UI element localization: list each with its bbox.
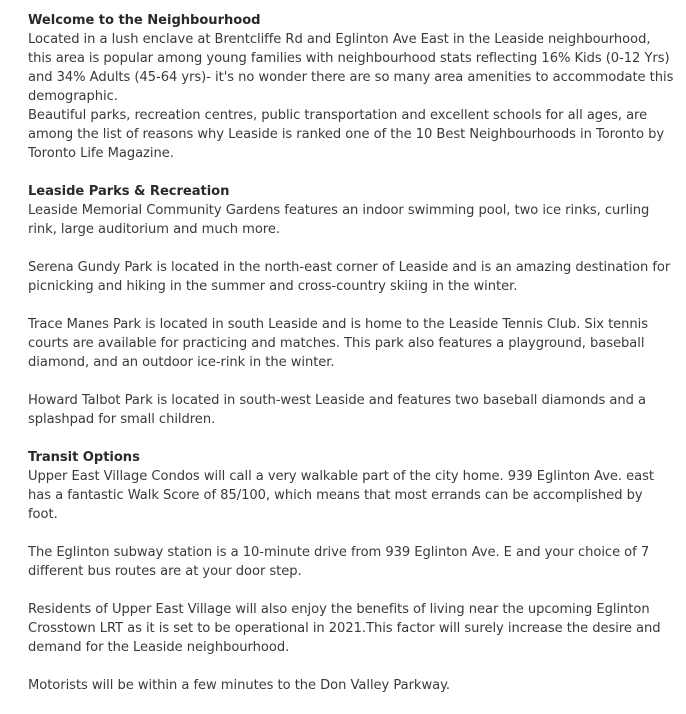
- parks-paragraph-community-gardens: Leaside Memorial Community Gardens features an indoor swimming pool, two ice rinks, curling rink, large auditorium and much more.: [28, 203, 650, 237]
- welcome-paragraph-ranking: Beautiful parks, recreation centres, public transportation and excellent schools for all ages, are among the list of reasons why Leaside is ranked one of the 10 Best Neighbourhoods in Toronto by Toronto Life Magazine.: [28, 108, 665, 161]
- transit-paragraph-subway: The Eglinton subway station is a 10-minute drive from 939 Eglinton Ave. E and your choice of 7 different bus routes are at your door step.: [28, 545, 650, 579]
- transit-paragraph-crosstown: Residents of Upper East Village will also enjoy the benefits of living near the upcoming Eglinton Crosstown LRT as it is set to be operational in 2021.This factor will surely increase the desire and demand for the Leaside neighbourhood.: [28, 602, 661, 655]
- section-heading-transit: Transit Options: [28, 450, 140, 465]
- parks-paragraph-howard-talbot: Howard Talbot Park is located in south-west Leaside and features two baseball diamonds and a splashpad for small children.: [28, 393, 646, 427]
- section-parks-community-gardens: [28, 182, 674, 239]
- parks-paragraph-serena-gundy: Serena Gundy Park is located in the north-east corner of Leaside and is an amazing destination for picnicking and hiking in the summer and cross-country skiing in the winter.: [28, 260, 671, 294]
- welcome-paragraph-location: Located in a lush enclave at Brentcliffe Rd and Eglinton Ave East in the Leaside neighbourhood, this area is popular among young families with neighbourhood stats reflecting 16% Kids (0-12 Yrs) and 34% Adults (45-64 yrs)- it's no wonder there are so many area amenities to accommodate this demographic.: [28, 32, 674, 104]
- transit-paragraph-motorists: Motorists will be within a few minutes to the Don Valley Parkway.: [28, 678, 451, 693]
- section-heading-welcome: Welcome to the Neighbourhood: [28, 13, 261, 28]
- article-body: [28, 11, 674, 714]
- transit-paragraph-walk-score: Upper East Village Condos will call a very walkable part of the city home. 939 Eglinton Ave. east has a fantastic Walk Score of 85/100, which means that most errands can be accomplished by foot.: [28, 469, 654, 522]
- section-welcome: [28, 11, 674, 163]
- section-transit-walkability: [28, 448, 674, 524]
- parks-paragraph-trace-manes: Trace Manes Park is located in south Leaside and is home to the Leaside Tennis Club. Six tennis courts are available for practicing and matches. This park also features a playground, baseball diamond, and an outdoor ice-rink in the winter.: [28, 317, 649, 370]
- section-heading-parks: Leaside Parks & Recreation: [28, 184, 230, 199]
